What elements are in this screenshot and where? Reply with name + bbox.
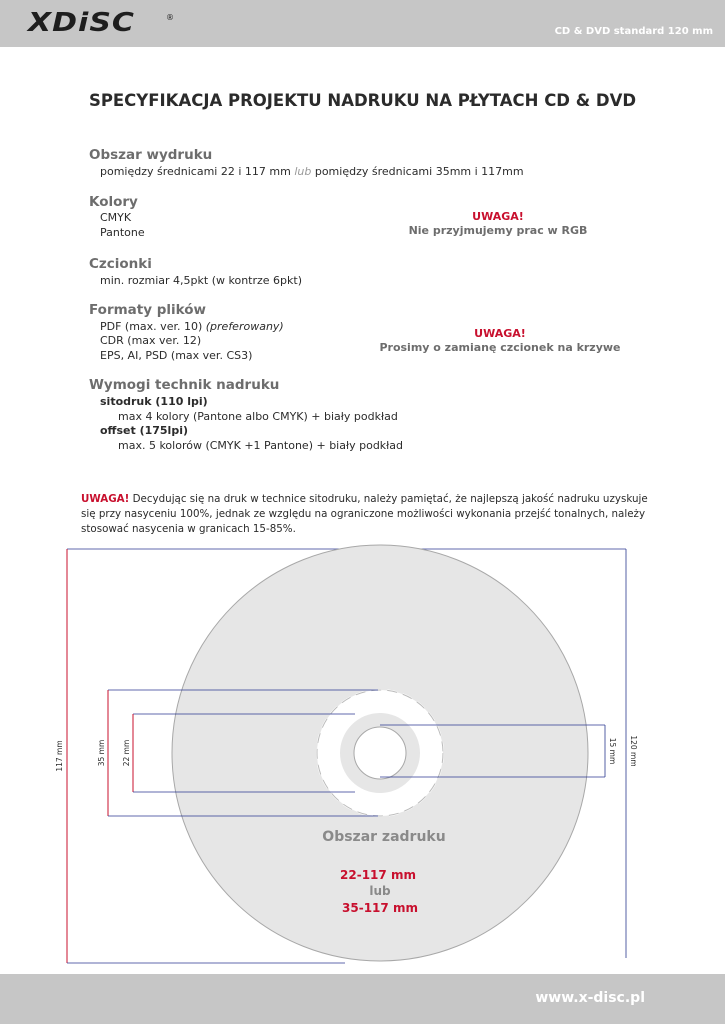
website-link[interactable]: www.x-disc.pl [535,990,645,1006]
note-label: UWAGA! [81,493,130,505]
footer-bar [0,974,725,1024]
print-area-text [100,165,524,178]
print-area-lub: lub [294,165,312,178]
range-35-117: 35-117 mm [342,901,418,915]
registered-mark: ® [166,13,174,22]
dim-15-label: 15 mm [608,737,617,765]
fonts-warning-label: UWAGA! [474,327,526,340]
page-title: SPECYFIKACJA PROJEKTU NADRUKU NA PŁYTACH CD & DVD [88,91,637,110]
logo-text: XDiSC [28,8,135,38]
offset-printing: offset (175lpi) [100,424,188,437]
note-text: Decydując się na druk w technice sitodruku, należy pamiętać, że najlepszą jakość nadruku uzyskuje się przy nasyceniu 100%, jednak ze względu na ograniczone możliwości wykonania przejść tonalnych, należy stosować nasycenia w granicach 15-85%. [81,493,648,535]
rgb-warning [368,210,628,237]
dim-35-label: 35 mm [97,739,106,767]
dim-120-label: 120 mm [629,735,638,767]
format-cdr: CDR (max ver. 12) [100,334,202,347]
disc-center-hole [354,727,406,779]
techniques-heading: Wymogi technik nadruku [89,377,280,393]
disc-diagram [0,540,725,980]
saturation-note [81,492,651,537]
rgb-warning-label: UWAGA! [472,210,524,223]
print-area-heading: Obszar wydruku [89,147,213,163]
format-pdf-preferred: (preferowany) [205,320,284,333]
offset-printing-desc: max. 5 kolorów (CMYK +1 Pantone) + biały podkład [118,439,404,452]
color-item-pantone: Pantone [100,226,145,239]
colors-heading: Kolory [89,194,138,210]
fonts-heading: Czcionki [89,256,152,272]
fonts-warning [370,327,630,354]
print-area-text-b: pomiędzy średnicami 35mm i 117mm [311,165,524,178]
format-pdf [100,320,284,333]
fonts-warning-text: Prosimy o zamianę czcionek na krzywe [379,341,621,354]
screen-printing: sitodruk (110 lpi) [100,395,208,408]
dim-22-label: 22 mm [122,739,131,767]
print-area-label: Obszar zadruku [322,829,446,845]
color-item-cmyk: CMYK [100,211,132,224]
range-22-117: 22-117 mm [340,868,416,882]
standard-label: CD & DVD standard 120 mm [554,26,713,37]
header-bar [0,0,725,47]
range-lub: lub [369,884,391,898]
screen-printing-desc: max 4 kolory (Pantone albo CMYK) + biały podkład [118,410,398,423]
fonts-text: min. rozmiar 4,5pkt (w kontrze 6pkt) [100,274,303,287]
dim-117-label: 117 mm [55,740,64,772]
rgb-warning-text: Nie przyjmujemy prac w RGB [408,224,588,237]
xdisc-logo [28,8,174,46]
formats-heading: Formaty plików [89,302,207,318]
format-pdf-text: PDF (max. ver. 10) [100,320,206,333]
format-eps: EPS, AI, PSD (max ver. CS3) [100,349,253,362]
print-area-text-a: pomiędzy średnicami 22 i 117 mm [100,165,295,178]
